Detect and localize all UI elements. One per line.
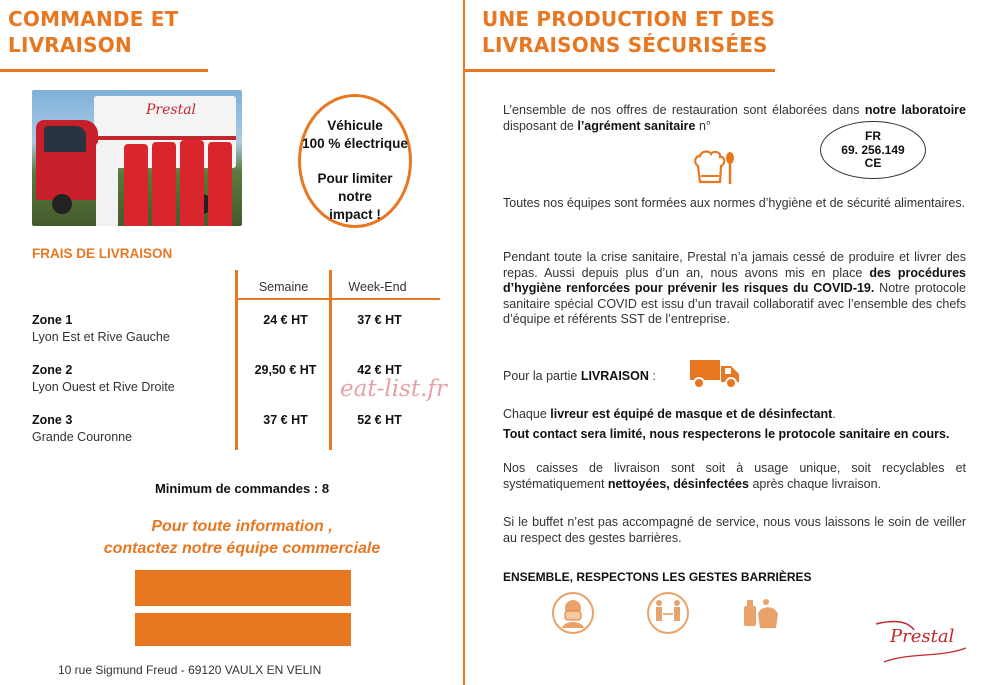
p3-text-a: Pendant toute la crise sanitaire, Prestal n’a jamais cessé de produire et livrer des repas. Aussi depuis plus d’un an, nous avons mis en place bbox=[503, 250, 966, 280]
address: 10 rue Sigmund Freud - 69120 VAULX EN VELIN bbox=[58, 663, 322, 677]
truck-cab bbox=[36, 120, 98, 200]
left-title-line1: COMMANDE ET bbox=[8, 7, 179, 31]
agrement-number-badge bbox=[820, 121, 926, 179]
truck-window bbox=[44, 126, 86, 152]
paragraph-caisses bbox=[503, 461, 966, 492]
truck-stripe bbox=[94, 136, 236, 140]
zone3-area: Grande Couronne bbox=[32, 430, 133, 444]
col-semaine: Semaine bbox=[258, 280, 309, 294]
fees-header-rule bbox=[235, 298, 440, 300]
col-weekend: Week-End bbox=[348, 280, 407, 294]
person-red-shirt-3 bbox=[180, 140, 204, 226]
agrement-line2: 69. 256.149 bbox=[841, 142, 905, 157]
paragraph-hygiene: Toutes nos équipes sont formées aux normes d’hygiène et de sécurité alimentaires. bbox=[503, 196, 966, 210]
p1-text-e: n° bbox=[695, 118, 711, 133]
agrement-line1: FR bbox=[865, 129, 881, 143]
right-title-rule bbox=[465, 69, 775, 72]
distance-icon bbox=[647, 592, 689, 634]
zone2-weekend-price: 42 € HT bbox=[357, 363, 402, 377]
electric-vehicle-badge bbox=[298, 94, 412, 228]
p3-text-c: Notre protocole sanitaire spécial COVID est issu d’un travail collaboratif avec l’ensemble des chefs d’équipe et référents SST de l’entreprise. bbox=[503, 281, 966, 326]
zone3-name: Zone 3 bbox=[32, 413, 73, 427]
minimum-orders: Minimum de commandes : 8 bbox=[154, 481, 330, 496]
hand-sanitizer-icon-graphic bbox=[740, 592, 782, 634]
paragraph-buffet: Si le buffet n’est pas accompagné de service, nous vous laissons le soin de veiller au respect des gestes barrières. bbox=[503, 515, 966, 545]
contact-info-line2: contactez notre équipe commerciale bbox=[103, 540, 381, 557]
badge-line4: impact ! bbox=[329, 207, 381, 222]
contact-info bbox=[32, 516, 452, 560]
left-title bbox=[8, 6, 178, 58]
zone1-week-price: 24 € HT bbox=[263, 313, 308, 327]
distance-icon-graphic bbox=[649, 594, 687, 632]
left-title-line2: LIVRAISON bbox=[8, 33, 132, 57]
badge-line3: Pour limiter notre bbox=[317, 171, 393, 204]
p6-text-a: Nos caisses de livraison sont soit à usage unique, soit recyclables et systématiquement bbox=[503, 461, 966, 491]
right-title-line1: UNE PRODUCTION ET DES bbox=[482, 7, 776, 31]
zone1-weekend-price: 37 € HT bbox=[357, 313, 402, 327]
delivery-truck-icon bbox=[689, 356, 741, 390]
person-red-shirt-2 bbox=[152, 142, 176, 226]
paragraph-covid bbox=[503, 250, 966, 328]
p1-text-b: notre laboratoire bbox=[864, 103, 967, 117]
contact-info-line1: Pour toute information , bbox=[151, 518, 333, 535]
zone3-week-price: 37 € HT bbox=[263, 413, 308, 427]
prestal-logo bbox=[870, 618, 970, 670]
zone3-weekend-price: 52 € HT bbox=[357, 413, 402, 427]
paragraph-contact-limite: Tout contact sera limité, nous respecterons le protocole sanitaire en cours. bbox=[503, 427, 950, 441]
truck-wheel-front bbox=[52, 194, 72, 214]
column-divider bbox=[463, 0, 465, 685]
zone1-area: Lyon Est et Rive Gauche bbox=[32, 330, 170, 344]
right-title bbox=[482, 6, 775, 58]
p6-text-b: nettoyées, désinfectées bbox=[607, 476, 749, 491]
gestures-title: ENSEMBLE, RESPECTONS LES GESTES BARRIÈRES bbox=[503, 570, 812, 584]
delivery-label bbox=[503, 369, 656, 385]
hand-sanitizer-icon bbox=[740, 592, 782, 634]
p4-text-c: . bbox=[832, 407, 836, 421]
p1-text-d: l’agrément sanitaire bbox=[577, 118, 696, 133]
person-red-shirt-4 bbox=[208, 142, 232, 226]
left-title-rule bbox=[0, 69, 208, 72]
chef-hat-icon bbox=[692, 148, 736, 188]
delivery-team-photo bbox=[32, 90, 242, 226]
person-white-shirt bbox=[96, 142, 118, 226]
p1-text-c: disposant de bbox=[503, 118, 578, 133]
contact-button-1[interactable] bbox=[135, 570, 351, 606]
agrement-line3: CE bbox=[864, 156, 882, 170]
paragraph-livreur bbox=[503, 407, 966, 423]
p3-text-b: des procédures d’hygiène renforcées pour prévenir les risques du COVID-19. bbox=[503, 265, 966, 295]
delivery-text-b: LIVRAISON bbox=[580, 369, 649, 383]
zone2-week-price: 29,50 € HT bbox=[254, 363, 317, 377]
zone1-name: Zone 1 bbox=[32, 313, 73, 327]
truck-brand-label: Prestal bbox=[146, 102, 197, 118]
p4-text-a: Chaque bbox=[503, 407, 551, 421]
p4-text-b: livreur est équipé de masque et de désinfectant bbox=[550, 407, 833, 421]
watermark: eat-list.fr bbox=[340, 376, 447, 402]
zone2-name: Zone 2 bbox=[32, 363, 73, 377]
right-title-line2: LIVRAISONS SÉCURISÉES bbox=[482, 33, 768, 57]
spoon-icon bbox=[726, 152, 734, 184]
zone2-area: Lyon Ouest et Rive Droite bbox=[32, 380, 175, 394]
contact-button-2[interactable] bbox=[135, 613, 351, 646]
p6-text-c: après chaque livraison. bbox=[748, 476, 881, 491]
person-red-shirt-1 bbox=[124, 144, 148, 226]
badge-line1: Véhicule bbox=[327, 118, 383, 133]
logo-text: Prestal bbox=[890, 626, 955, 647]
delivery-text-c: : bbox=[648, 369, 656, 383]
fees-title: FRAIS DE LIVRAISON bbox=[32, 246, 173, 261]
mask-icon bbox=[552, 592, 594, 634]
mask-icon-graphic bbox=[554, 594, 592, 632]
p1-text-a: L’ensemble de nos offres de restauration sont élaborées dans bbox=[503, 103, 865, 117]
delivery-text-a: Pour la partie bbox=[503, 369, 581, 383]
badge-line2: 100 % électrique bbox=[302, 136, 408, 151]
